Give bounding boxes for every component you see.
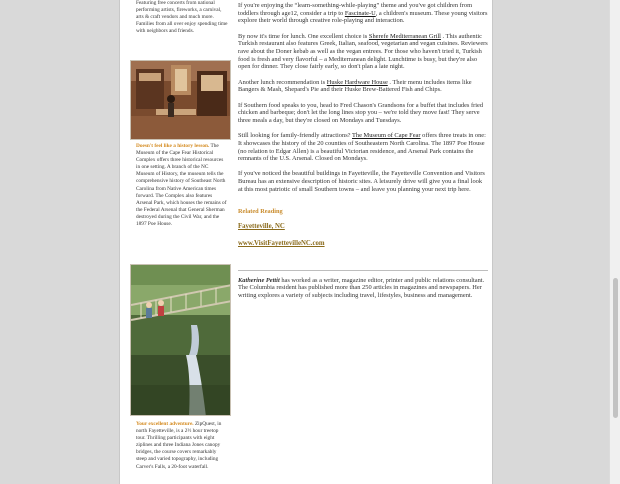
- p2-rest: . This authentic Turkish restaurant also features Greek, Italian, seafood, vegetarian and vegan cuisines. Reviewers rave about the Doner kebab as well as the vegan entrees. For those who haven't tried it, Turkish food is fresh and very flavorful – a Mediterranean delight. Lunchtime is busy, but they're also open for dinner. They close fairly early, so don't plan a late night.: [238, 32, 488, 71]
- author-name: Katherine Pettit: [238, 276, 280, 284]
- article-page: [119, 0, 493, 484]
- paragraph-museum-cape-fear: [238, 132, 488, 163]
- caption-heading-history: Doesn't feel like a history lesson.: [136, 143, 210, 149]
- p3-text: Another lunch recommendation is: [238, 78, 327, 86]
- article-body: [238, 2, 488, 307]
- sidebar-intro-text: Featuring free concerts from national performing artists, fireworks, a carnival, arts & craft vendors and much more. Families from all over enjoy spending time with neighbors and friends.: [136, 0, 228, 35]
- vertical-scrollbar[interactable]: [609, 0, 620, 484]
- paragraph-sherefe: [238, 33, 488, 72]
- huske-hardware-link[interactable]: Huske Hardware House: [326, 78, 388, 86]
- museum-cape-fear-link[interactable]: The Museum of Cape Fear: [352, 132, 421, 140]
- author-bio-text: has worked as a writer, magazine editor, printer and public relations consultant. The Columbia resident has published more than 250 articles in magazines and newspapers. Her writing explores a variety of subjects including travel, lifestyles, business and management.: [238, 276, 485, 300]
- caption-body-history: The Museum of the Cape Fear Historical Complex offers three historical resources in one setting. A branch of the NC Museum of History, the museum tells the comprehensive history of Southeast North Carolina from Native American times forward. The Complex also features Arsenal Park, which houses the remains of the Federal Arsenal that General Sherman destroyed during the Civil War, and the 1897 Poe House.: [136, 143, 227, 228]
- sherefe-grill-link[interactable]: Sherefe Mediterranean Grill: [368, 32, 441, 40]
- p1-text: If you're enjoying the “learn-something-while-playing” theme and you've got children from toddlers through age12, consider a trip to: [238, 2, 473, 17]
- paragraph-huske: [238, 79, 488, 94]
- author-bio: [238, 277, 488, 300]
- p1-rest: , a children's museum. These young visitors explore their world through creative role-playing and interaction.: [238, 9, 488, 25]
- p5-text: Still looking for family-friendly attractions?: [238, 132, 353, 140]
- fayetteville-nc-link[interactable]: Fayetteville, NC: [238, 223, 285, 231]
- scrollbar-thumb[interactable]: [613, 278, 618, 418]
- museum-interior-image: [131, 61, 231, 140]
- zipline-bridge-photo: [130, 264, 231, 416]
- caption-body-adventure: ZipQuest, in north Fayetteville, is a 2½ hour treetop tour. Thrilling participants with eight ziplines and three Indiana Jones canopy bridges, the course covers remarkably steep and varied topography, including Carver's Falls, a 20-foot waterfall.: [136, 421, 222, 470]
- caption-heading-adventure: Your excellent adventure.: [136, 421, 194, 427]
- fascinate-u-link[interactable]: Fascinate-U: [344, 9, 376, 17]
- p2-text: By now it's time for lunch. One excellent choice is: [238, 32, 369, 40]
- paragraph-southern-food: If Southern food speaks to you, head to Fred Chason's Grandsons for a buffet that includes fried chicken and barbeque; don't let the long lines stop you – we're told they move fast! They serve three meals a day, but they're closed on Mondays and Tuesdays.: [238, 101, 484, 124]
- zipline-bridge-image: [131, 265, 231, 416]
- museum-interior-photo: [130, 60, 231, 140]
- visit-fayetteville-link[interactable]: www.VisitFayettevilleNC.com: [238, 239, 325, 247]
- paragraph-historic-buildings: If you've noticed the beautiful buildings in Fayetteville, the Fayetteville Convention and Visitors Bureau has an extensive description of historic sites. A leisurely drive will give you a final look at this most patriotic of small Southern towns – and leave you planning your next trip here.: [238, 170, 485, 193]
- paragraph-fascinate-u: [238, 2, 488, 25]
- p3-rest: . Their menu includes items like Bangers & Mash, Shepard's Pie and their Huske Brew-Battered Fish and Chips.: [238, 78, 472, 94]
- related-reading-title: Related Reading: [238, 207, 283, 215]
- p5-rest: offers three treats in one: It showcases the history of the 20 counties of Southeastern North Carolina. The 1897 Poe House (no relation to Edgar Allen) is a beautiful Victorian residence, and Arsenal Park contains the remnants of the U.S. Arsenal. Closed on Mondays.: [238, 132, 486, 163]
- author-divider: [238, 270, 488, 271]
